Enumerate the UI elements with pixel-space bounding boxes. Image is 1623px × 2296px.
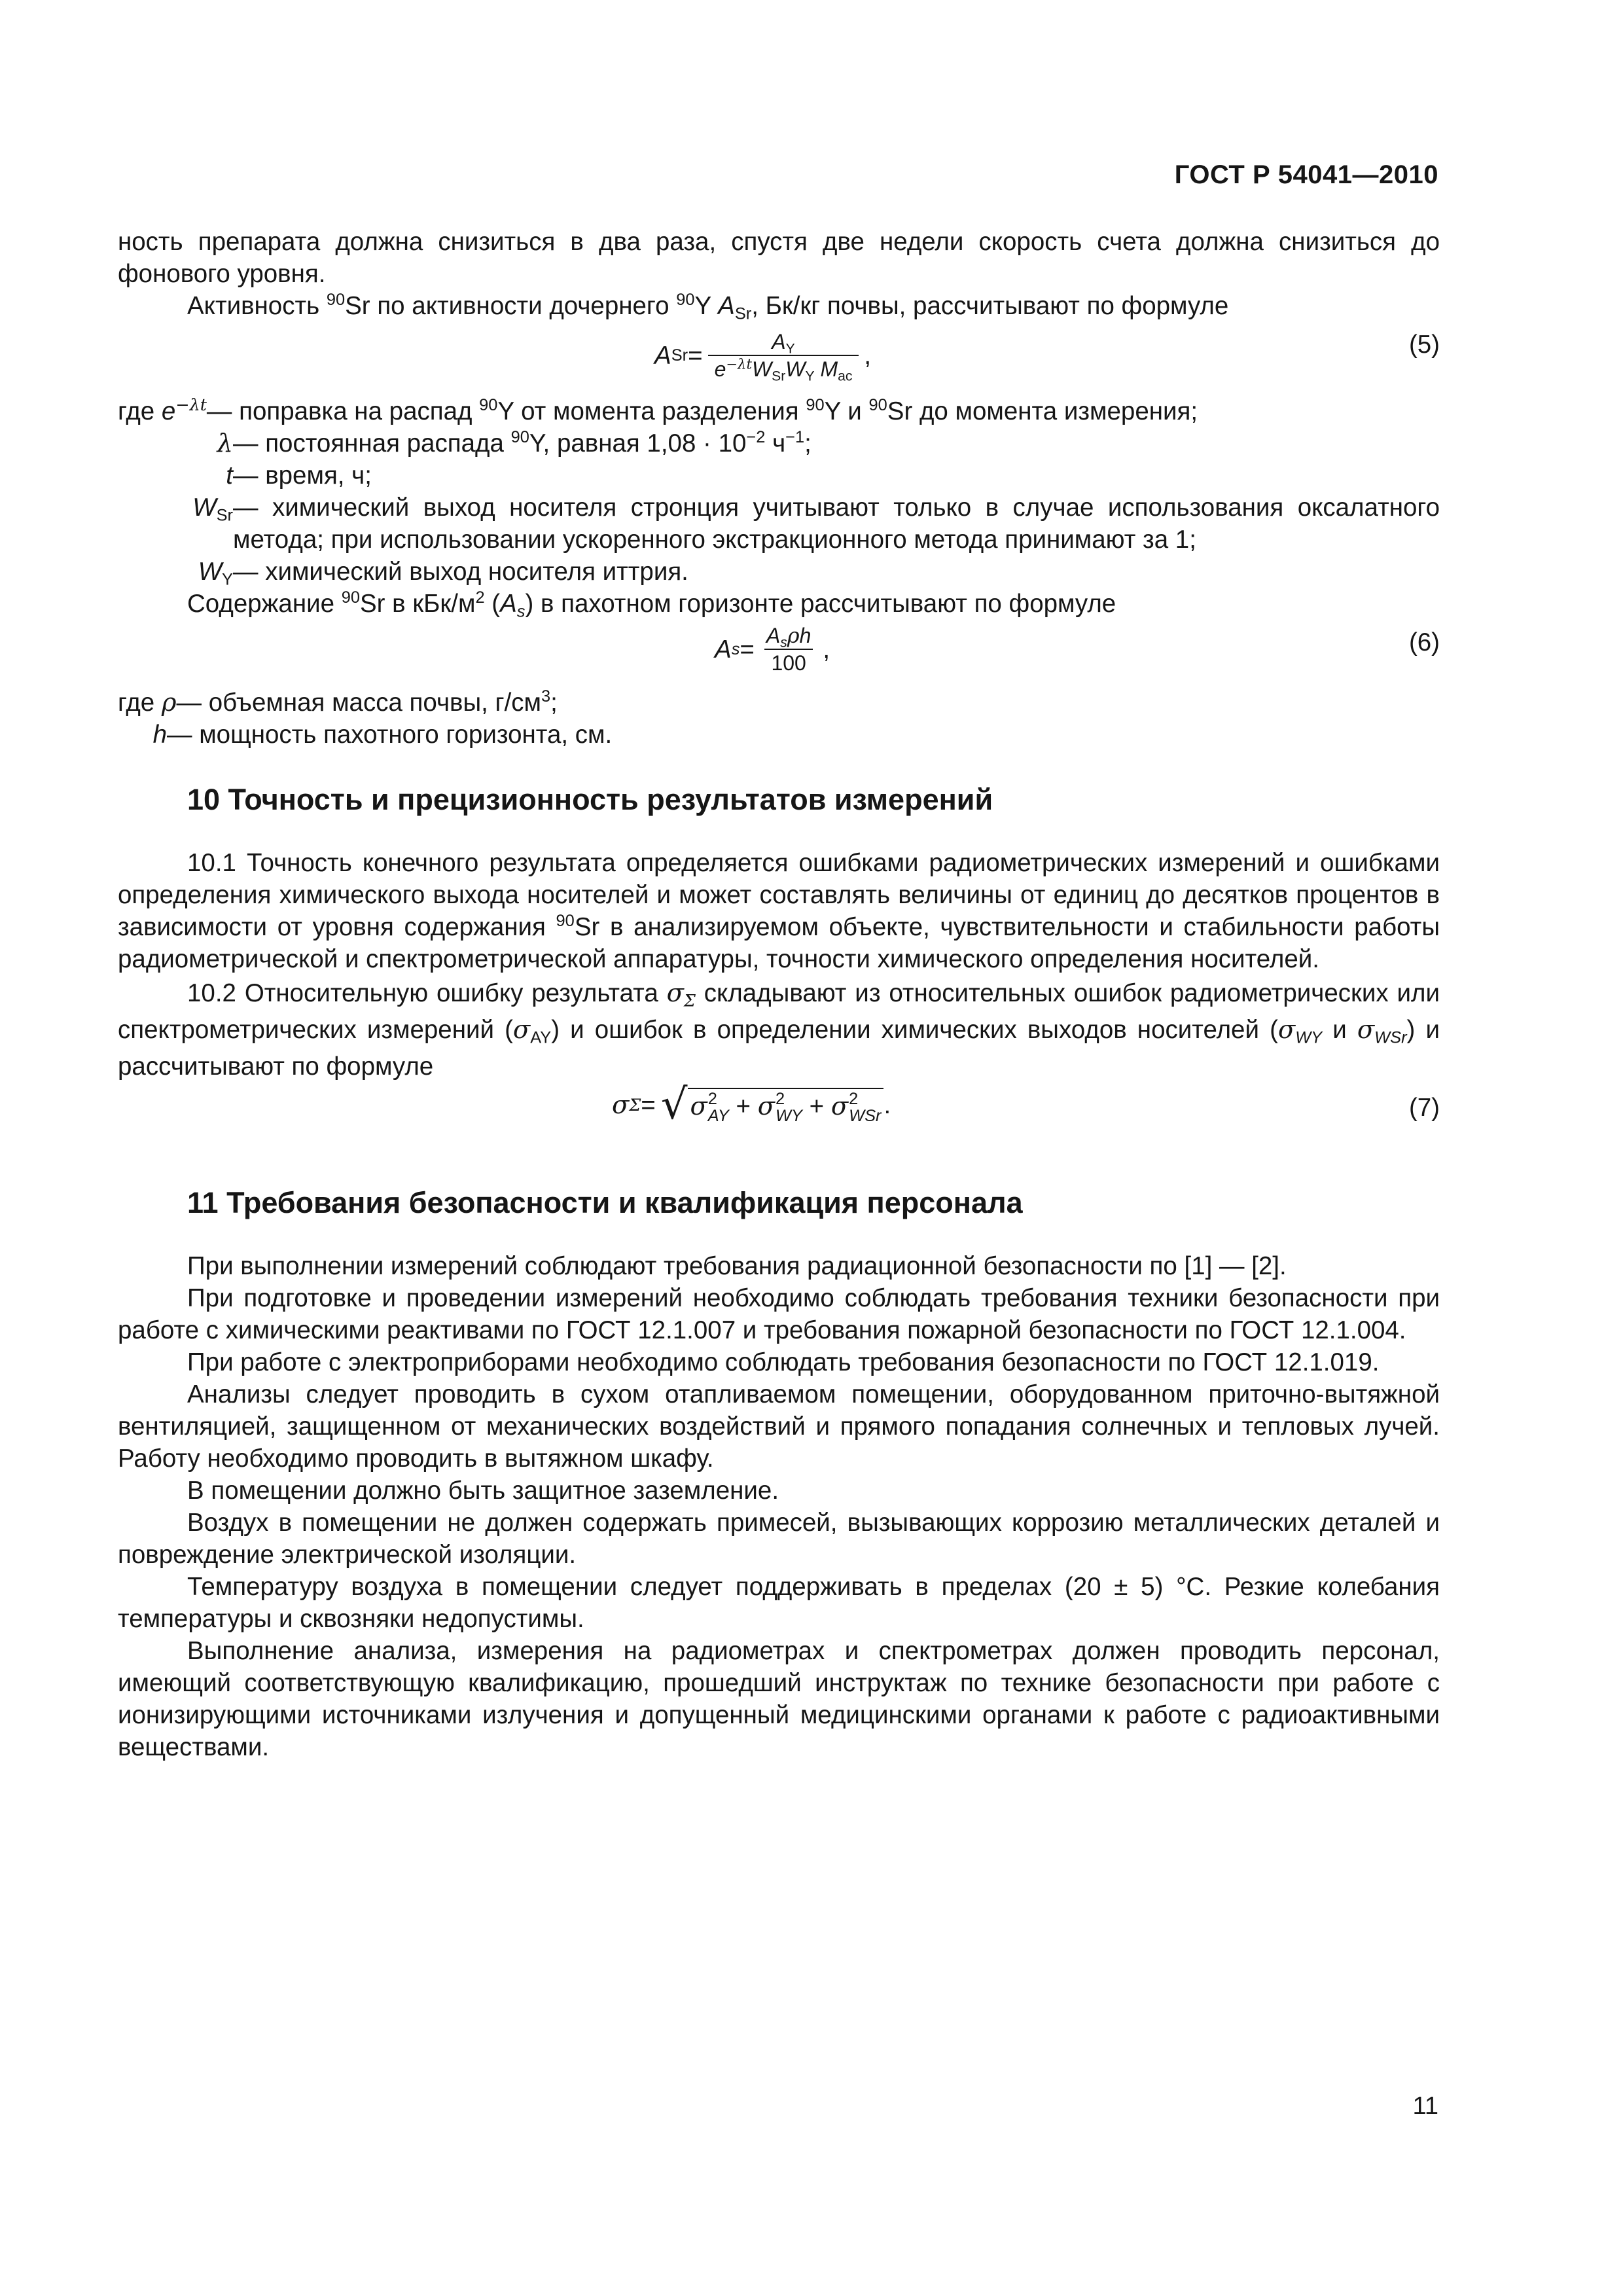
definition-w-sr: $W_{Sr}$ — химический выход носителя стронция учитывают только в случае использования оксалатного метода; при использовании ускоренного экстракционного метода принимают за 1; xyxy=(192,493,1440,554)
equation-number-7: (7) xyxy=(1408,1094,1440,1122)
formula-7: σ Σ = √ σ 2 AY + σ 2 WY + σ 2 WSr . (7) xyxy=(612,1081,1440,1129)
equation-number-5: (5) xyxy=(1408,331,1440,359)
formula-5-fraction: $\frac{A_Y}{e^{-\lambda t}W_{Sr}W_Y M_{ac}}$ xyxy=(708,329,859,382)
paragraph-11-2: При подготовке и проведении измерений необходимо соблюдать требования техники безопасности при работе с химическими реактивами по ГОСТ 12.1.007 и требования пожарной безопасности по ГОСТ 12.1.004. xyxy=(118,1284,1440,1344)
paragraph-10-2: 10.2 Относительную ошибку результата $\sigma_\Sigma$ складывают из относительных ошибок радиометрических или спектрометрических измерений $(\sigma_{AY})$ и ошибок в определении химических выходов носителей ($\sigma_{WY}$ и $\sigma_{WSr}$) и рассчитывают по формуле xyxy=(118,978,1440,1081)
section-11-heading: 11 Требования безопасности и квалификация персонала xyxy=(187,1186,1023,1219)
page-number: 11 xyxy=(1412,2092,1438,2120)
square-root: √ σ 2 AY + σ 2 WY + σ 2 WSr xyxy=(661,1085,884,1124)
paragraph-11-7: Температуру воздуха в помещении следует поддерживать в пределах (20 ± 5) °С. Резкие колебания температуры и сквозняки недопустимы. xyxy=(118,1573,1440,1633)
page-content xyxy=(118,226,1440,1763)
formula-5-definitions xyxy=(118,395,1440,588)
formula-6-definitions xyxy=(118,687,1440,751)
definition-decay-correction: где $e^{-\lambda t}$ — поправка на распад $^{90}$Y от момента разделения $^{90}$Y и $^{90}$Sr до момента измерения; xyxy=(118,395,1198,425)
definition-rho: где ρ — объемная масса почвы, $г/см^3$; xyxy=(118,687,558,717)
paragraph-10-1: 10.1 Точность конечного результата определяется ошибками радиометрических измерений и ошибками определения химического выхода носителей и может составлять величины от единиц до десятков процентов в зависимости от уровня содержания $^{90}$Sr в анализируемом объекте, чувствительности и стабильности работы радиометрической и спектрометрической аппаратуры, точности химического определения носителей. xyxy=(118,849,1440,973)
paragraph-11-3: При работе с электроприборами необходимо соблюдать требования безопасности по ГОСТ 12.1.019. xyxy=(187,1348,1380,1376)
paragraph-11-4: Анализы следует проводить в сухом отапливаемом помещении, оборудованном приточно-вытяжной вентиляцией, защищенном от механических воздействий и прямого попадания солнечных и тепловых лучей. Работу необходимо проводить в вытяжном шкафу. xyxy=(118,1380,1440,1473)
equation-number-6: (6) xyxy=(1408,628,1440,656)
definition-lambda: λ — постоянная распада $^{90}$Y, равная $1,08 \cdot 10^{-2}$ $ч^{-1}$; xyxy=(217,428,812,458)
paragraph-11-5: В помещении должно быть защитное заземление. xyxy=(187,1477,779,1505)
paragraph-11-6: Воздух в помещении не должен содержать примесей, вызывающих коррозию металлических деталей и повреждение электрической изоляции. xyxy=(118,1509,1440,1569)
paragraph-11-8: Выполнение анализа, измерения на радиометрах и спектрометрах должен проводить персонал, имеющий соответствующую квалификацию, прошедший инструктаж по технике безопасности при работе с ионизирующими источниками излучения и допущенный медицинскими органами к работе с радиоактивными веществами. xyxy=(118,1637,1440,1761)
paragraph-content: Содержание $^{90}$Sr в кБк/$м^2$ $(A_s)$ в пахотном горизонте рассчитывают по формуле xyxy=(187,588,1116,621)
definition-time: t — время, ч; xyxy=(226,461,372,490)
formula-6-fraction: $\frac{A_s\rho h}{100}$ xyxy=(760,622,818,676)
formula-6: A s = $\frac{A_s\rho h}{100}$ , (6) xyxy=(715,623,1440,675)
paragraph-continuation: ность препарата должна снизиться в два раза, спустя две недели скорость счета должна снизиться до фонового уровня. xyxy=(118,228,1440,288)
paragraph-activity: Активность $^{90}$Sr по активности дочернего $^{90}$Y $A_{Sr}$, Бк/кг почвы, рассчитывают по формуле xyxy=(187,291,1229,323)
definition-w-y: $W_Y$ — химический выход носителя иттрия. xyxy=(198,558,688,589)
section-10-heading: 10 Точность и прецизионность результатов измерений xyxy=(187,783,993,816)
formula-5: A Sr = $\frac{A_Y}{e^{-\lambda t}W_{Sr}W_Y M_{ac}}$ , (5) xyxy=(654,330,1440,384)
standard-code: ГОСТ Р 54041—2010 xyxy=(1174,160,1438,189)
definition-h: h — мощность пахотного горизонта, см. xyxy=(152,721,613,749)
paragraph-11-1: При выполнении измерений соблюдают требования радиационной безопасности по [1] — [2]. xyxy=(187,1252,1287,1280)
